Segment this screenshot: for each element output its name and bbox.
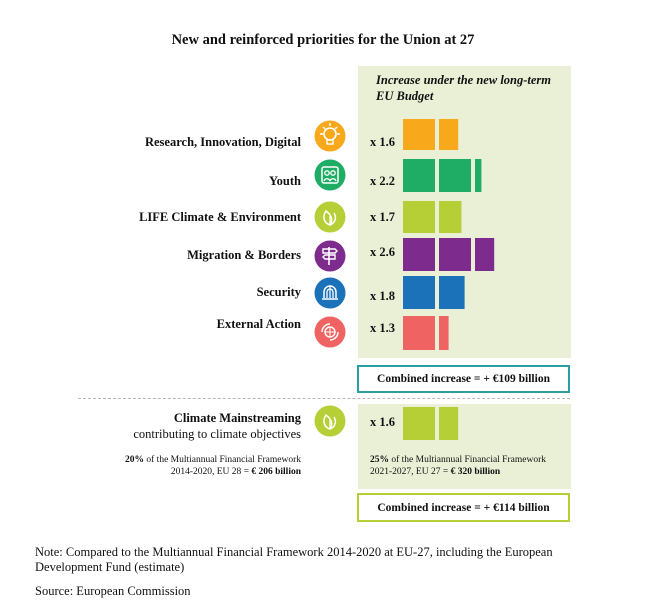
mff-2014-amount: € 206 billion — [251, 467, 301, 477]
value-label: x 1.3 — [370, 321, 395, 335]
youth-icon — [314, 159, 346, 191]
source-note: Source: European Commission — [35, 584, 191, 598]
leaf-icon — [314, 201, 346, 233]
climate-subtitle: contributing to climate objectives — [133, 427, 301, 441]
value-label: x 2.6 — [370, 245, 395, 259]
globe-hands-icon — [314, 316, 346, 348]
combined-increase-box: Combined increase = + €114 billion — [357, 493, 570, 522]
climate-title: Climate Mainstreaming — [173, 411, 301, 425]
value-label: x 1.6 — [370, 415, 395, 429]
mff-2021-share: 25% — [370, 455, 389, 465]
section-divider — [78, 398, 570, 399]
footnote: Note: Compared to the Multiannual Financial Framework 2014-2020 at EU-27, including the European Development Fund (estimate) — [35, 545, 553, 574]
mff-2014-text-2: 2014-2020, EU 28 = — [170, 467, 252, 477]
category-label: Youth — [269, 174, 301, 188]
value-label: x 1.7 — [370, 210, 395, 224]
value-label: x 1.6 — [370, 135, 395, 149]
lightbulb-icon — [314, 120, 346, 152]
mff-2021-note — [370, 454, 570, 478]
category-label: LIFE Climate & Environment — [139, 210, 301, 224]
mff-2014-note — [41, 454, 301, 478]
category-label: Security — [256, 285, 301, 299]
climate-label — [1, 410, 301, 442]
combined-increase-box: Combined increase = + €109 billion — [357, 365, 570, 393]
leaf-icon — [314, 405, 346, 437]
category-label: External Action — [216, 317, 301, 331]
value-label: x 2.2 — [370, 174, 395, 188]
panel-header: Increase under the new long-term EU Budget — [376, 73, 552, 103]
mff-2021-amount: € 320 billion — [450, 467, 501, 477]
mff-2014-share: 20% — [125, 455, 145, 465]
signpost-icon — [314, 240, 346, 272]
mff-2021-text: of the Multiannual Financial Framework — [389, 455, 546, 465]
value-label: x 1.8 — [370, 289, 395, 303]
mff-2021-text-2: 2021-2027, EU 27 = — [370, 467, 451, 477]
shield-icon — [314, 277, 346, 309]
category-label: Migration & Borders — [187, 248, 301, 262]
chart-title: New and reinforced priorities for the Union at 27 — [171, 32, 475, 48]
mff-2014-text: of the Multiannual Financial Framework — [144, 455, 301, 465]
category-label: Research, Innovation, Digital — [144, 135, 301, 149]
